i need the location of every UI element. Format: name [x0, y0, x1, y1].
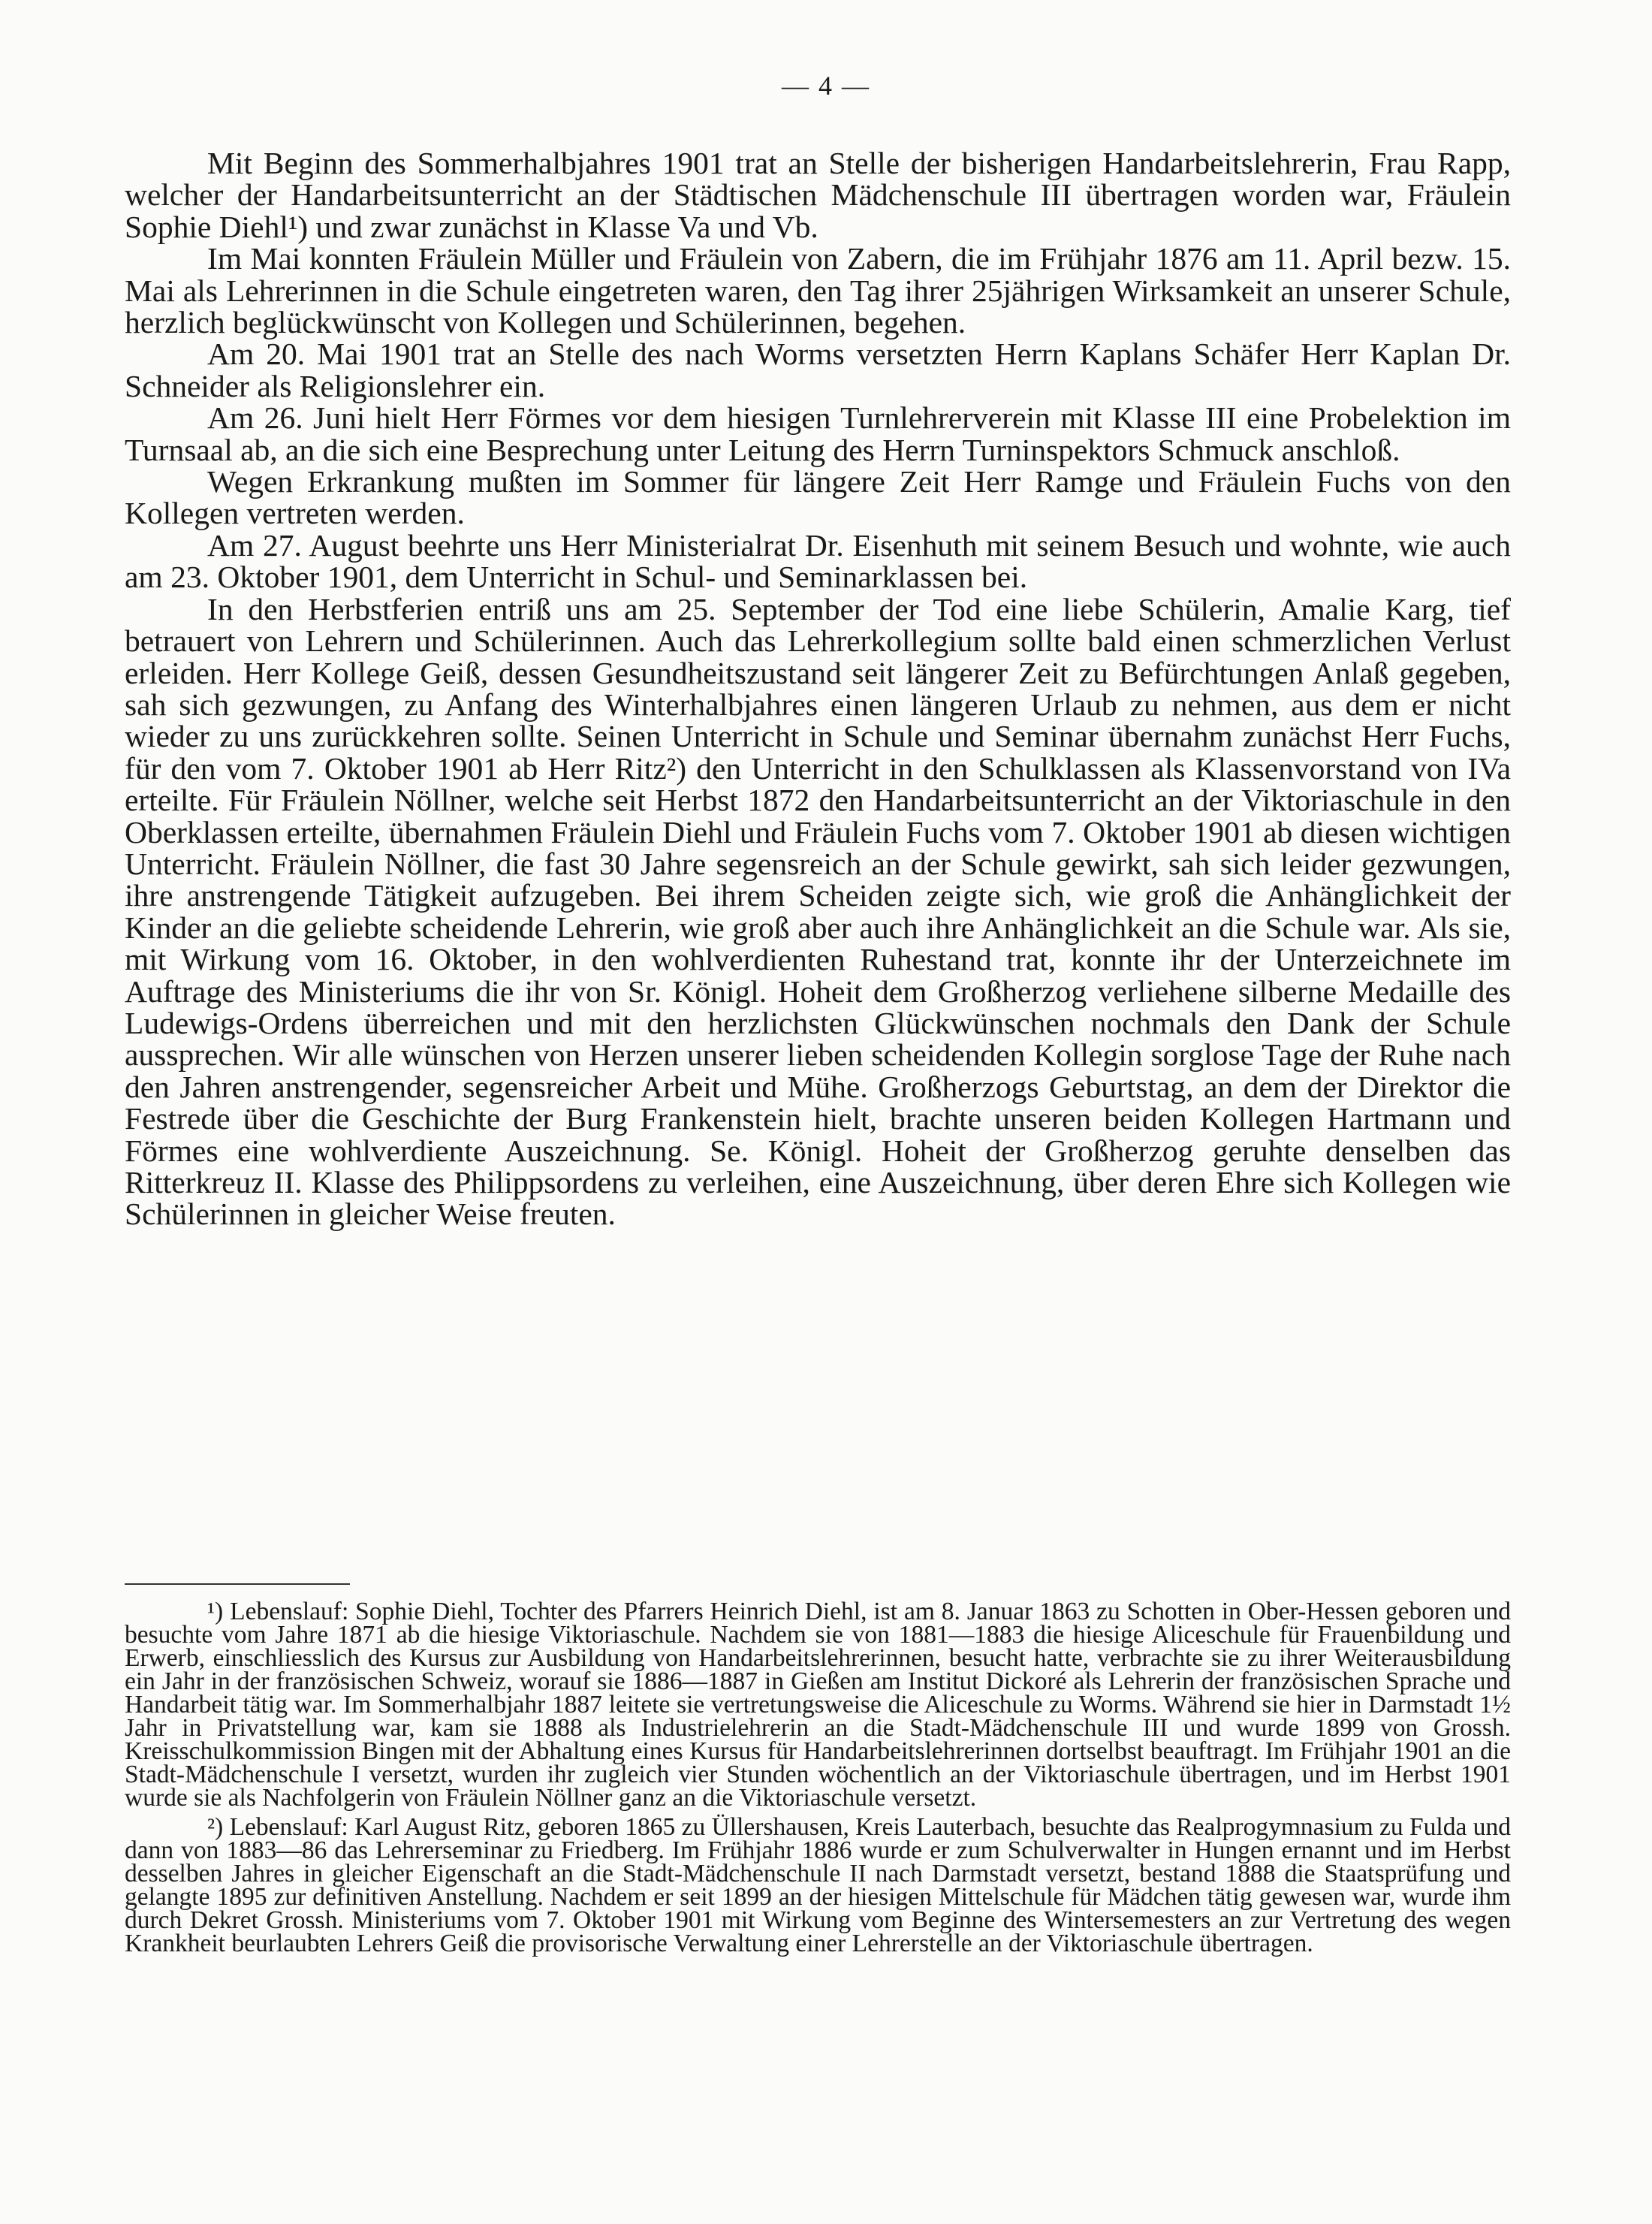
- paragraph-ministerial-visit: Am 27. August beehrte uns Herr Ministerialrat Dr. Eisenhuth mit seinem Besuch und wohnte, wie auch am 23. Oktober 1901, dem Unterricht in Schul- und Seminarklassen bei.: [125, 527, 1511, 595]
- footnotes: [125, 1600, 1511, 1955]
- page-number: — 4 —: [782, 71, 870, 101]
- footnote-2: ²) Lebenslauf: Karl August Ritz, geboren 1865 zu Üllershausen, Kreis Lauterbach, besuchte das Realprogymnasium zu Fulda und dann von 1883—86 das Lehrerseminar zu Friedberg. Im Frühjahr 1886 wurde er zum Schulverwalter in Hungen ernannt und im Herbst desselben Jahres in gleicher Eigenschaft an die Stadt-Mädchenschule II nach Darmstadt versetzt, bestand 1888 die Staatsprüfung und gelangte 1895 zur definitiven Anstellung. Nachdem er seit 1899 an der hiesigen Mittelschule für Mädchen tätig gewesen war, wurde ihm durch Dekret Grossh. Ministeriums vom 7. Oktober 1901 mit Wirkung vom Beginne des Wintersemesters an zur Vertretung des wegen Krankheit beurlaubten Lehrers Geiß die provisorische Verwaltung einer Lehrerstelle an der Viktoriaschule übertragen.: [125, 1813, 1511, 1957]
- paragraph-probelektion: Am 26. Juni hielt Herr Förmes vor dem hiesigen Turnlehrerverein mit Klasse III eine Probelektion im Turnsaal ab, an die sich eine Besprechung unter Leitung des Herrn Turninspektors Schmuck anschloß.: [125, 400, 1511, 467]
- footnote-rule: [125, 1583, 350, 1585]
- footnote-1: ¹) Lebenslauf: Sophie Diehl, Tochter des Pfarrers Heinrich Diehl, ist am 8. Januar 1863 zu Schotten in Ober-Hessen geboren und besuchte vom Jahre 1871 ab die hiesige Viktoriaschule. Nachdem sie von 1881—1883 die hiesige Aliceschule für Frauenbildung und Erwerb, einschliesslich des Kursus zur Ausbildung von Handarbeitslehrerinnen, besucht hatte, verbrachte sie zu ihrer Weiterausbildung ein Jahr in der französischen Schweiz, worauf sie 1886—1887 in Gießen am Institut Dickoré als Lehrerin der französischen Sprache und Handarbeit tätig war. Im Sommerhalbjahr 1887 leitete sie vertretungsweise die Aliceschule zu Worms. Während sie hier in Darmstadt 1½ Jahr in Privatstellung war, kam sie 1888 als Industrielehrerin an die Stadt-Mädchenschule III und wurde 1899 von Grossh. Kreisschulkommission Bingen mit der Abhaltung eines Kursus für Handarbeitslehrerinnen dortselbst beauftragt. Im Frühjahr 1901 an die Stadt-Mädchenschule I versetzt, wurden ihr zugleich vier Stunden wöchentlich an der Viktoriaschule übertragen, und im Herbst 1901 wurde sie als Nachfolgerin von Fräulein Nöllner ganz an die Viktoriaschule versetzt.: [125, 1598, 1511, 1812]
- paragraph-sophie-diehl: Mit Beginn des Sommerhalbjahres 1901 trat an Stelle der bisherigen Handarbeitslehrerin, Frau Rapp, welcher der Handarbeitsunterricht an der Städtischen Mädchenschule III übertragen worden war, Fräulein Sophie Diehl¹) und zwar zunächst in Klasse Va und Vb.: [125, 146, 1511, 244]
- paragraph-religion-teacher: Am 20. Mai 1901 trat an Stelle des nach Worms versetzten Herrn Kaplans Schäfer Herr Kaplan Dr. Schneider als Religionslehrer ein.: [125, 336, 1511, 403]
- main-text: [125, 147, 1511, 1230]
- paragraph-illness: Wegen Erkrankung mußten im Sommer für längere Zeit Herr Ramge und Fräulein Fuchs von den Kollegen vertreten werden.: [125, 464, 1511, 531]
- paragraph-autumn-events: In den Herbstferien entriß uns am 25. September der Tod eine liebe Schülerin, Amalie Karg, tief betrauert von Lehrern und Schülerinnen. Auch das Lehrerkollegium sollte bald einen schmerzlichen Verlust erleiden. Herr Kollege Geiß, dessen Gesundheitszustand seit längerer Zeit zu Befürchtungen Anlaß gegeben, sah sich gezwungen, zu Anfang des Winterhalbjahres einen längeren Urlaub zu nehmen, aus dem er nicht wieder zu uns zurückkehren sollte. Seinen Unterricht in Schule und Seminar übernahm zunächst Herr Fuchs, für den vom 7. Oktober 1901 ab Herr Ritz²) den Unterricht in den Schulklassen als Klassenvorstand von IVa erteilte. Für Fräulein Nöllner, welche seit Herbst 1872 den Handarbeitsunterricht an der Viktoriaschule in den Oberklassen erteilte, übernahmen Fräulein Diehl und Fräulein Fuchs vom 7. Oktober 1901 ab diesen wichtigen Unterricht. Fräulein Nöllner, die fast 30 Jahre segensreich an der Schule gewirkt, sah sich leider gezwungen, ihre anstrengende Tätigkeit aufzugeben. Bei ihrem Scheiden zeigte sich, wie groß die Anhänglichkeit der Kinder an die geliebte scheidende Lehrerin, wie groß aber auch ihre Anhänglichkeit an die Schule war. Als sie, mit Wirkung vom 16. Oktober, in den wohlverdienten Ruhestand trat, konnte ihr der Unterzeichnete im Auftrage des Ministeriums die ihr von Sr. Königl. Hoheit dem Großherzog verliehene silberne Medaille des Ludewigs-Ordens überreichen und mit den herzlichsten Glückwünschen nochmals den Dank der Schule aussprechen. Wir alle wünschen von Herzen unserer lieben scheidenden Kollegin sorglose Tage der Ruhe nach den Jahren anstrengender, segensreicher Arbeit und Mühe. Großherzogs Geburtstag, an dem der Direktor die Festrede über die Geschichte der Burg Frankenstein hielt, brachte unseren beiden Kollegen Hartmann und Förmes eine wohlverdiente Auszeichnung. Se. Königl. Hoheit der Großherzog geruhte denselben das Ritterkreuz II. Klasse des Philippsordens zu verleihen, eine Auszeichnung, über deren Ehre sich Kollegen wie Schülerinnen in gleicher Weise freuten.: [125, 591, 1511, 1232]
- paragraph-jubilee: Im Mai konnten Fräulein Müller und Fräulein von Zabern, die im Frühjahr 1876 am 11. April bezw. 15. Mai als Lehrerinnen in die Schule eingetreten waren, den Tag ihrer 25jährigen Wirksamkeit an unserer Schule, herzlich beglückwünscht von Kollegen und Schülerinnen, begehen.: [125, 241, 1511, 340]
